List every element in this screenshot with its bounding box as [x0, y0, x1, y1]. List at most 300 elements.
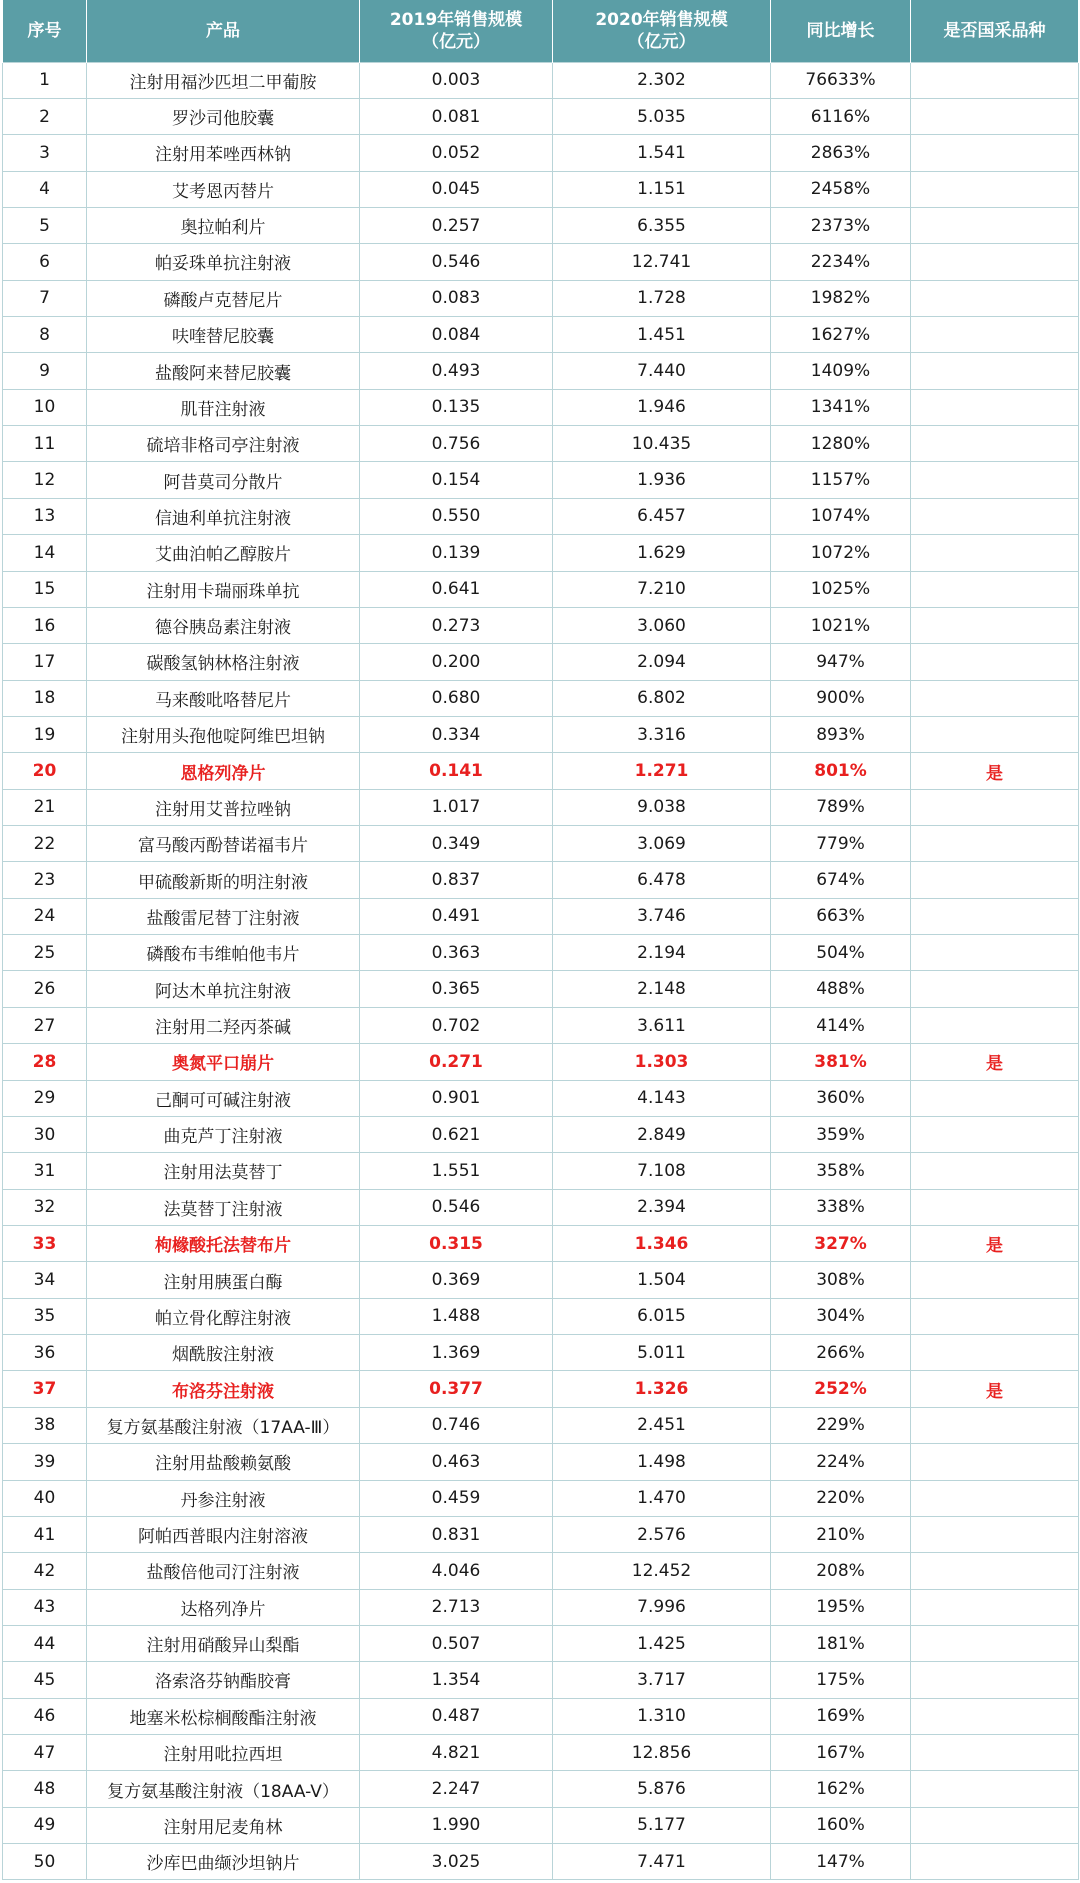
cell-sales-2020: 6.478: [553, 862, 771, 898]
cell-index: 40: [3, 1480, 87, 1516]
cell-growth: 947%: [771, 644, 911, 680]
cell-growth: 779%: [771, 826, 911, 862]
cell-product: 信迪利单抗注射液: [87, 498, 360, 534]
table-row: [3, 389, 1079, 425]
header-index: 序号: [3, 0, 87, 62]
cell-sales-2020: 5.035: [553, 98, 771, 134]
cell-product: 己酮可可碱注射液: [87, 1080, 360, 1116]
cell-vbp: [911, 1153, 1079, 1189]
cell-index: 9: [3, 353, 87, 389]
cell-index: 43: [3, 1589, 87, 1625]
cell-product: 枸橼酸托法替布片: [87, 1226, 360, 1262]
cell-product: 复方氨基酸注射液（17AA-Ⅲ）: [87, 1407, 360, 1443]
table-row: [3, 1335, 1079, 1371]
table-row: [3, 280, 1079, 316]
cell-sales-2019: 0.139: [360, 535, 553, 571]
cell-index: 13: [3, 498, 87, 534]
cell-vbp: 是: [911, 753, 1079, 789]
cell-growth: 1409%: [771, 353, 911, 389]
cell-vbp: [911, 535, 1079, 571]
cell-sales-2019: 1.488: [360, 1298, 553, 1334]
cell-index: 49: [3, 1807, 87, 1843]
cell-product: 注射用吡拉西坦: [87, 1735, 360, 1771]
cell-growth: 181%: [771, 1625, 911, 1661]
cell-sales-2019: 0.084: [360, 317, 553, 353]
table-row: [3, 898, 1079, 934]
cell-growth: 229%: [771, 1407, 911, 1443]
cell-sales-2020: 5.177: [553, 1807, 771, 1843]
cell-sales-2019: 0.315: [360, 1226, 553, 1262]
cell-sales-2019: 0.081: [360, 98, 553, 134]
cell-product: 盐酸倍他司汀注射液: [87, 1553, 360, 1589]
cell-product: 富马酸丙酚替诺福韦片: [87, 826, 360, 862]
cell-index: 50: [3, 1844, 87, 1880]
cell-sales-2019: 1.017: [360, 789, 553, 825]
header-row: [3, 0, 1079, 62]
cell-product: 帕立骨化醇注射液: [87, 1298, 360, 1334]
sales-table: [2, 0, 1079, 1880]
cell-sales-2020: 5.011: [553, 1335, 771, 1371]
cell-growth: 169%: [771, 1698, 911, 1734]
cell-growth: 167%: [771, 1735, 911, 1771]
table-row: [3, 462, 1079, 498]
cell-vbp: [911, 1553, 1079, 1589]
cell-index: 47: [3, 1735, 87, 1771]
cell-sales-2019: 0.141: [360, 753, 553, 789]
cell-vbp: [911, 644, 1079, 680]
cell-sales-2019: 1.354: [360, 1662, 553, 1698]
cell-sales-2019: 0.641: [360, 571, 553, 607]
cell-sales-2020: 2.849: [553, 1116, 771, 1152]
table-row: [3, 135, 1079, 171]
table-row: [3, 1007, 1079, 1043]
cell-index: 6: [3, 244, 87, 280]
cell-index: 42: [3, 1553, 87, 1589]
cell-sales-2019: 0.200: [360, 644, 553, 680]
cell-product: 注射用卡瑞丽珠单抗: [87, 571, 360, 607]
cell-product: 丹参注射液: [87, 1480, 360, 1516]
cell-growth: 210%: [771, 1516, 911, 1552]
cell-vbp: [911, 498, 1079, 534]
cell-growth: 893%: [771, 716, 911, 752]
table-row: [3, 207, 1079, 243]
table-row: [3, 171, 1079, 207]
cell-sales-2020: 4.143: [553, 1080, 771, 1116]
cell-vbp: [911, 607, 1079, 643]
cell-growth: 308%: [771, 1262, 911, 1298]
cell-sales-2019: 1.990: [360, 1807, 553, 1843]
cell-vbp: [911, 280, 1079, 316]
cell-growth: 789%: [771, 789, 911, 825]
table-row: [3, 1116, 1079, 1152]
cell-index: 12: [3, 462, 87, 498]
cell-product: 烟酰胺注射液: [87, 1335, 360, 1371]
cell-sales-2020: 12.452: [553, 1553, 771, 1589]
cell-sales-2019: 0.463: [360, 1444, 553, 1480]
cell-sales-2020: 10.435: [553, 426, 771, 462]
cell-sales-2019: 0.746: [360, 1407, 553, 1443]
cell-product: 肌苷注射液: [87, 389, 360, 425]
cell-growth: 147%: [771, 1844, 911, 1880]
cell-sales-2019: 0.052: [360, 135, 553, 171]
cell-product: 注射用盐酸赖氨酸: [87, 1444, 360, 1480]
cell-growth: 1627%: [771, 317, 911, 353]
cell-sales-2019: 2.247: [360, 1771, 553, 1807]
cell-vbp: [911, 680, 1079, 716]
cell-sales-2020: 1.425: [553, 1625, 771, 1661]
table-row: [3, 607, 1079, 643]
cell-sales-2020: 9.038: [553, 789, 771, 825]
cell-growth: 801%: [771, 753, 911, 789]
cell-growth: 488%: [771, 971, 911, 1007]
table-row: [3, 1480, 1079, 1516]
cell-sales-2019: 0.901: [360, 1080, 553, 1116]
cell-index: 3: [3, 135, 87, 171]
cell-vbp: [911, 716, 1079, 752]
cell-product: 硫培非格司亭注射液: [87, 426, 360, 462]
cell-sales-2020: 2.394: [553, 1189, 771, 1225]
cell-sales-2020: 2.451: [553, 1407, 771, 1443]
cell-growth: 2863%: [771, 135, 911, 171]
cell-index: 15: [3, 571, 87, 607]
cell-growth: 2458%: [771, 171, 911, 207]
cell-sales-2020: 1.470: [553, 1480, 771, 1516]
cell-product: 马来酸吡咯替尼片: [87, 680, 360, 716]
cell-sales-2019: 0.487: [360, 1698, 553, 1734]
header-product: 产品: [87, 0, 360, 62]
cell-product: 注射用二羟丙茶碱: [87, 1007, 360, 1043]
header-growth: 同比增长: [771, 0, 911, 62]
cell-sales-2020: 5.876: [553, 1771, 771, 1807]
cell-sales-2019: 0.550: [360, 498, 553, 534]
cell-product: 碳酸氢钠林格注射液: [87, 644, 360, 680]
table-row: [3, 98, 1079, 134]
cell-sales-2019: 0.493: [360, 353, 553, 389]
cell-sales-2019: 4.821: [360, 1735, 553, 1771]
cell-growth: 2373%: [771, 207, 911, 243]
cell-product: 复方氨基酸注射液（18AA-V）: [87, 1771, 360, 1807]
cell-sales-2019: 0.369: [360, 1262, 553, 1298]
cell-index: 24: [3, 898, 87, 934]
cell-sales-2019: 0.831: [360, 1516, 553, 1552]
cell-vbp: [911, 898, 1079, 934]
cell-index: 37: [3, 1371, 87, 1407]
cell-vbp: [911, 1698, 1079, 1734]
cell-growth: 1157%: [771, 462, 911, 498]
cell-sales-2020: 1.451: [553, 317, 771, 353]
cell-sales-2020: 3.316: [553, 716, 771, 752]
cell-sales-2020: 3.069: [553, 826, 771, 862]
cell-vbp: [911, 244, 1079, 280]
cell-sales-2020: 7.210: [553, 571, 771, 607]
cell-index: 28: [3, 1044, 87, 1080]
cell-vbp: [911, 971, 1079, 1007]
cell-sales-2020: 1.303: [553, 1044, 771, 1080]
cell-index: 18: [3, 680, 87, 716]
table-row: [3, 716, 1079, 752]
cell-sales-2019: 0.377: [360, 1371, 553, 1407]
cell-index: 48: [3, 1771, 87, 1807]
cell-vbp: [911, 1516, 1079, 1552]
cell-growth: 2234%: [771, 244, 911, 280]
cell-index: 22: [3, 826, 87, 862]
table-row: [3, 971, 1079, 1007]
cell-product: 磷酸卢克替尼片: [87, 280, 360, 316]
cell-sales-2020: 1.151: [553, 171, 771, 207]
cell-sales-2020: 7.108: [553, 1153, 771, 1189]
cell-vbp: [911, 1189, 1079, 1225]
cell-sales-2019: 0.349: [360, 826, 553, 862]
table-row: [3, 1189, 1079, 1225]
cell-product: 注射用头孢他啶阿维巴坦钠: [87, 716, 360, 752]
cell-sales-2019: 0.271: [360, 1044, 553, 1080]
cell-product: 盐酸阿来替尼胶囊: [87, 353, 360, 389]
cell-sales-2019: 0.365: [360, 971, 553, 1007]
cell-sales-2019: 0.363: [360, 935, 553, 971]
cell-sales-2019: 4.046: [360, 1553, 553, 1589]
table-row: [3, 1771, 1079, 1807]
table-row: [3, 353, 1079, 389]
cell-sales-2020: 2.194: [553, 935, 771, 971]
cell-sales-2020: 6.015: [553, 1298, 771, 1334]
cell-product: 曲克芦丁注射液: [87, 1116, 360, 1152]
cell-sales-2019: 3.025: [360, 1844, 553, 1880]
cell-product: 注射用胰蛋白酶: [87, 1262, 360, 1298]
cell-sales-2020: 1.541: [553, 135, 771, 171]
table-row: [3, 1153, 1079, 1189]
cell-product: 法莫替丁注射液: [87, 1189, 360, 1225]
header-vbp: 是否国采品种: [911, 0, 1079, 62]
table-row: [3, 1226, 1079, 1262]
cell-sales-2020: 7.471: [553, 1844, 771, 1880]
table-row: [3, 426, 1079, 462]
cell-product: 磷酸布韦维帕他韦片: [87, 935, 360, 971]
cell-index: 38: [3, 1407, 87, 1443]
cell-index: 35: [3, 1298, 87, 1334]
cell-sales-2020: 3.717: [553, 1662, 771, 1698]
cell-vbp: [911, 1771, 1079, 1807]
cell-growth: 162%: [771, 1771, 911, 1807]
cell-index: 32: [3, 1189, 87, 1225]
cell-vbp: [911, 1080, 1079, 1116]
cell-growth: 381%: [771, 1044, 911, 1080]
cell-growth: 1025%: [771, 571, 911, 607]
cell-product: 地塞米松棕榈酸酯注射液: [87, 1698, 360, 1734]
cell-product: 呋喹替尼胶囊: [87, 317, 360, 353]
cell-product: 奥氮平口崩片: [87, 1044, 360, 1080]
cell-sales-2020: 3.060: [553, 607, 771, 643]
cell-index: 7: [3, 280, 87, 316]
cell-sales-2020: 2.302: [553, 62, 771, 98]
cell-vbp: [911, 207, 1079, 243]
cell-product: 阿达木单抗注射液: [87, 971, 360, 1007]
cell-sales-2019: 0.257: [360, 207, 553, 243]
table-row: [3, 1662, 1079, 1698]
cell-growth: 304%: [771, 1298, 911, 1334]
cell-product: 艾考恩丙替片: [87, 171, 360, 207]
cell-product: 布洛芬注射液: [87, 1371, 360, 1407]
table-row: [3, 535, 1079, 571]
cell-growth: 663%: [771, 898, 911, 934]
cell-vbp: [911, 1298, 1079, 1334]
cell-index: 19: [3, 716, 87, 752]
cell-vbp: [911, 171, 1079, 207]
table-row: [3, 1080, 1079, 1116]
cell-product: 注射用硝酸异山梨酯: [87, 1625, 360, 1661]
cell-product: 洛索洛芬钠酯胶膏: [87, 1662, 360, 1698]
table-row: [3, 1589, 1079, 1625]
cell-index: 34: [3, 1262, 87, 1298]
cell-sales-2020: 2.148: [553, 971, 771, 1007]
cell-index: 45: [3, 1662, 87, 1698]
cell-sales-2019: 0.546: [360, 244, 553, 280]
cell-sales-2019: 1.551: [360, 1153, 553, 1189]
table-body: [3, 62, 1079, 1880]
cell-index: 5: [3, 207, 87, 243]
table-row: [3, 1516, 1079, 1552]
cell-vbp: [911, 935, 1079, 971]
table-row: [3, 1844, 1079, 1880]
cell-growth: 266%: [771, 1335, 911, 1371]
cell-product: 注射用艾普拉唑钠: [87, 789, 360, 825]
table-row: [3, 680, 1079, 716]
table-row: [3, 1044, 1079, 1080]
table-row: [3, 862, 1079, 898]
cell-vbp: [911, 1844, 1079, 1880]
table-row: [3, 1407, 1079, 1443]
cell-product: 注射用法莫替丁: [87, 1153, 360, 1189]
cell-vbp: [911, 1735, 1079, 1771]
cell-sales-2020: 7.440: [553, 353, 771, 389]
cell-sales-2020: 7.996: [553, 1589, 771, 1625]
cell-index: 36: [3, 1335, 87, 1371]
cell-vbp: [911, 1262, 1079, 1298]
cell-growth: 358%: [771, 1153, 911, 1189]
cell-sales-2020: 6.457: [553, 498, 771, 534]
cell-sales-2019: 0.621: [360, 1116, 553, 1152]
table-row: [3, 1735, 1079, 1771]
header-sales-2019: 2019年销售规模 （亿元）: [360, 0, 553, 62]
cell-sales-2019: 0.334: [360, 716, 553, 752]
cell-index: 27: [3, 1007, 87, 1043]
table-row: [3, 826, 1079, 862]
cell-growth: 1341%: [771, 389, 911, 425]
cell-growth: 160%: [771, 1807, 911, 1843]
cell-index: 23: [3, 862, 87, 898]
cell-sales-2019: 0.083: [360, 280, 553, 316]
cell-vbp: [911, 1662, 1079, 1698]
table-row: [3, 1625, 1079, 1661]
cell-sales-2019: 0.507: [360, 1625, 553, 1661]
cell-index: 8: [3, 317, 87, 353]
cell-sales-2019: 1.369: [360, 1335, 553, 1371]
cell-index: 11: [3, 426, 87, 462]
cell-sales-2019: 0.702: [360, 1007, 553, 1043]
cell-product: 甲硫酸新斯的明注射液: [87, 862, 360, 898]
cell-sales-2020: 6.355: [553, 207, 771, 243]
cell-growth: 338%: [771, 1189, 911, 1225]
cell-product: 沙库巴曲缬沙坦钠片: [87, 1844, 360, 1880]
cell-product: 注射用尼麦角林: [87, 1807, 360, 1843]
table-row: [3, 571, 1079, 607]
cell-growth: 1074%: [771, 498, 911, 534]
cell-growth: 900%: [771, 680, 911, 716]
cell-vbp: 是: [911, 1226, 1079, 1262]
cell-index: 2: [3, 98, 87, 134]
cell-sales-2019: 0.546: [360, 1189, 553, 1225]
cell-growth: 360%: [771, 1080, 911, 1116]
cell-index: 29: [3, 1080, 87, 1116]
cell-sales-2020: 1.271: [553, 753, 771, 789]
cell-vbp: [911, 789, 1079, 825]
cell-index: 30: [3, 1116, 87, 1152]
cell-index: 26: [3, 971, 87, 1007]
cell-index: 33: [3, 1226, 87, 1262]
cell-vbp: [911, 317, 1079, 353]
cell-index: 14: [3, 535, 87, 571]
cell-sales-2020: 3.746: [553, 898, 771, 934]
cell-index: 21: [3, 789, 87, 825]
cell-vbp: [911, 1007, 1079, 1043]
cell-index: 1: [3, 62, 87, 98]
cell-sales-2020: 1.498: [553, 1444, 771, 1480]
cell-sales-2020: 1.629: [553, 535, 771, 571]
cell-vbp: [911, 1589, 1079, 1625]
cell-sales-2019: 0.459: [360, 1480, 553, 1516]
cell-growth: 359%: [771, 1116, 911, 1152]
cell-vbp: [911, 1480, 1079, 1516]
cell-vbp: [911, 1407, 1079, 1443]
cell-product: 盐酸雷尼替丁注射液: [87, 898, 360, 934]
cell-vbp: 是: [911, 1044, 1079, 1080]
cell-product: 帕妥珠单抗注射液: [87, 244, 360, 280]
cell-product: 达格列净片: [87, 1589, 360, 1625]
cell-growth: 175%: [771, 1662, 911, 1698]
cell-vbp: 是: [911, 1371, 1079, 1407]
cell-sales-2020: 2.576: [553, 1516, 771, 1552]
cell-vbp: [911, 426, 1079, 462]
cell-index: 39: [3, 1444, 87, 1480]
cell-sales-2019: 0.135: [360, 389, 553, 425]
table-row: [3, 62, 1079, 98]
table-header: [3, 0, 1079, 62]
cell-index: 25: [3, 935, 87, 971]
table-row: [3, 498, 1079, 534]
cell-index: 46: [3, 1698, 87, 1734]
cell-sales-2020: 1.504: [553, 1262, 771, 1298]
cell-vbp: [911, 389, 1079, 425]
cell-index: 4: [3, 171, 87, 207]
cell-index: 31: [3, 1153, 87, 1189]
table-row: [3, 317, 1079, 353]
cell-sales-2019: 2.713: [360, 1589, 553, 1625]
cell-index: 44: [3, 1625, 87, 1661]
cell-product: 注射用福沙匹坦二甲葡胺: [87, 62, 360, 98]
table-row: [3, 1698, 1079, 1734]
cell-vbp: [911, 62, 1079, 98]
table-row: [3, 789, 1079, 825]
cell-index: 17: [3, 644, 87, 680]
cell-sales-2020: 1.946: [553, 389, 771, 425]
cell-growth: 224%: [771, 1444, 911, 1480]
cell-vbp: [911, 826, 1079, 862]
cell-growth: 6116%: [771, 98, 911, 134]
table-row: [3, 244, 1079, 280]
cell-growth: 504%: [771, 935, 911, 971]
table-row: [3, 1444, 1079, 1480]
cell-sales-2020: 1.310: [553, 1698, 771, 1734]
cell-sales-2020: 12.741: [553, 244, 771, 280]
